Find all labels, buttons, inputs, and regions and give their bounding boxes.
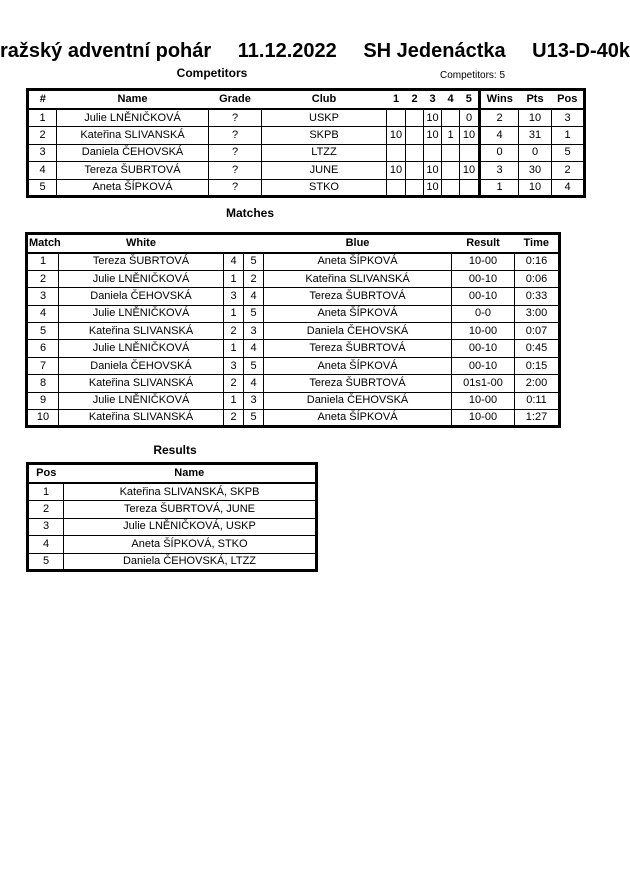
cell-result: 00-10 xyxy=(452,357,515,374)
cell-wn: 4 xyxy=(224,253,244,270)
cell-pos: 4 xyxy=(28,536,64,554)
cell-r4 xyxy=(442,144,460,162)
cell-bn: 4 xyxy=(244,288,264,305)
table-row xyxy=(28,109,585,127)
cell-r3: 10 xyxy=(424,179,442,197)
cell-blue: Tereza ŠUBRTOVÁ xyxy=(264,340,452,357)
matches-header-row xyxy=(27,234,560,254)
cell-time: 0:06 xyxy=(515,270,560,287)
col-time: Time xyxy=(515,234,560,254)
cell-wn: 1 xyxy=(224,392,244,409)
cell-white: Kateřina SLIVANSKÁ xyxy=(59,375,224,392)
competitors-count: Competitors: 5 xyxy=(440,70,506,81)
cell-bn: 5 xyxy=(244,410,264,427)
cell-r1 xyxy=(387,179,406,197)
cell-time: 0:16 xyxy=(515,253,560,270)
cell-blue: Kateřina SLIVANSKÁ xyxy=(264,270,452,287)
cell-wn: 2 xyxy=(224,375,244,392)
cell-pts: 30 xyxy=(519,162,552,180)
cell-pos: 2 xyxy=(552,162,585,180)
cell-bn: 3 xyxy=(244,323,264,340)
cell-club: LTZZ xyxy=(262,144,387,162)
col-name: Name xyxy=(57,90,209,110)
cell-bn: 4 xyxy=(244,375,264,392)
cell-num: 3 xyxy=(27,288,59,305)
cell-name: Kateřina SLIVANSKÁ xyxy=(57,127,209,145)
cell-pos: 5 xyxy=(28,553,64,571)
cell-r4 xyxy=(442,179,460,197)
table-row xyxy=(27,288,560,305)
cell-wn: 3 xyxy=(224,288,244,305)
title-venue: SH Jedenáctka xyxy=(363,40,506,62)
cell-num: 5 xyxy=(27,323,59,340)
cell-pos: 5 xyxy=(552,144,585,162)
cell-bn: 4 xyxy=(244,340,264,357)
cell-r2 xyxy=(406,179,424,197)
cell-r3: 10 xyxy=(424,127,442,145)
cell-num: 8 xyxy=(27,375,59,392)
cell-num: 10 xyxy=(27,410,59,427)
cell-wn: 1 xyxy=(224,305,244,322)
cell-white: Julie LNĚNIČKOVÁ xyxy=(59,392,224,409)
cell-pts: 10 xyxy=(519,179,552,197)
cell-pts: 31 xyxy=(519,127,552,145)
cell-r5: 0 xyxy=(460,109,480,127)
cell-club: USKP xyxy=(262,109,387,127)
col-opp4: 4 xyxy=(442,90,460,110)
col-opp5: 5 xyxy=(460,90,480,110)
cell-result: 01s1-00 xyxy=(452,375,515,392)
cell-blue: Daniela ČEHOVSKÁ xyxy=(264,323,452,340)
cell-grade: ? xyxy=(209,127,262,145)
cell-bn: 3 xyxy=(244,392,264,409)
cell-r2 xyxy=(406,162,424,180)
cell-name: Aneta ŠÍPKOVÁ xyxy=(57,179,209,197)
cell-grade: ? xyxy=(209,109,262,127)
competitors-header-row xyxy=(28,90,585,110)
matches-table xyxy=(25,232,561,428)
cell-blue: Aneta ŠÍPKOVÁ xyxy=(264,410,452,427)
table-row xyxy=(27,375,560,392)
cell-r2 xyxy=(406,127,424,145)
cell-name: Daniela ČEHOVSKÁ xyxy=(57,144,209,162)
cell-pts: 0 xyxy=(519,144,552,162)
cell-num: 6 xyxy=(27,340,59,357)
cell-white: Tereza ŠUBRTOVÁ xyxy=(59,253,224,270)
cell-club: JUNE xyxy=(262,162,387,180)
cell-r4 xyxy=(442,162,460,180)
cell-name: Kateřina SLIVANSKÁ, SKPB xyxy=(64,483,317,501)
cell-time: 0:33 xyxy=(515,288,560,305)
cell-r5: 10 xyxy=(460,127,480,145)
col-match: Match xyxy=(27,234,59,254)
cell-result: 10-00 xyxy=(452,323,515,340)
col-opp1: 1 xyxy=(387,90,406,110)
table-row xyxy=(27,357,560,374)
cell-name: Julie LNĚNIČKOVÁ xyxy=(57,109,209,127)
cell-pos: 3 xyxy=(552,109,585,127)
cell-name: Tereza ŠUBRTOVÁ xyxy=(57,162,209,180)
table-row xyxy=(28,536,317,554)
cell-r2 xyxy=(406,109,424,127)
cell-name: Aneta ŠÍPKOVÁ, STKO xyxy=(64,536,317,554)
cell-r1 xyxy=(387,144,406,162)
cell-num: 3 xyxy=(28,144,57,162)
cell-num: 2 xyxy=(27,270,59,287)
cell-blue: Aneta ŠÍPKOVÁ xyxy=(264,253,452,270)
matches-section-title: Matches xyxy=(225,206,275,220)
cell-result: 00-10 xyxy=(452,288,515,305)
cell-wins: 2 xyxy=(480,109,519,127)
cell-blue: Tereza ŠUBRTOVÁ xyxy=(264,288,452,305)
cell-num: 5 xyxy=(28,179,57,197)
cell-pos: 2 xyxy=(28,501,64,519)
cell-r5 xyxy=(460,179,480,197)
cell-result: 0-0 xyxy=(452,305,515,322)
col-result: Result xyxy=(452,234,515,254)
col-pos: Pos xyxy=(552,90,585,110)
cell-white: Julie LNĚNIČKOVÁ xyxy=(59,340,224,357)
cell-r5: 10 xyxy=(460,162,480,180)
cell-bn: 5 xyxy=(244,253,264,270)
cell-r4 xyxy=(442,109,460,127)
cell-r5 xyxy=(460,144,480,162)
cell-wins: 0 xyxy=(480,144,519,162)
cell-grade: ? xyxy=(209,144,262,162)
col-white-number xyxy=(224,234,244,254)
cell-time: 0:11 xyxy=(515,392,560,409)
cell-result: 10-00 xyxy=(452,410,515,427)
cell-r1: 10 xyxy=(387,127,406,145)
title-date: 11.12.2022 xyxy=(237,40,337,62)
cell-club: STKO xyxy=(262,179,387,197)
cell-r3 xyxy=(424,144,442,162)
cell-time: 2:00 xyxy=(515,375,560,392)
cell-wn: 1 xyxy=(224,340,244,357)
cell-num: 4 xyxy=(28,162,57,180)
cell-wn: 2 xyxy=(224,410,244,427)
col-blue-number xyxy=(244,234,264,254)
title-category: U13-D-40k xyxy=(532,40,630,62)
cell-name: Julie LNĚNIČKOVÁ, USKP xyxy=(64,518,317,536)
cell-num: 9 xyxy=(27,392,59,409)
cell-wins: 1 xyxy=(480,179,519,197)
table-row xyxy=(28,127,585,145)
table-row xyxy=(28,162,585,180)
cell-r2 xyxy=(406,144,424,162)
col-name: Name xyxy=(64,464,317,484)
cell-r1: 10 xyxy=(387,162,406,180)
cell-blue: Daniela ČEHOVSKÁ xyxy=(264,392,452,409)
table-row xyxy=(27,323,560,340)
cell-num: 7 xyxy=(27,357,59,374)
col-number: # xyxy=(28,90,57,110)
cell-grade: ? xyxy=(209,162,262,180)
competitors-table xyxy=(26,88,586,198)
col-white: White xyxy=(59,234,224,254)
table-row xyxy=(27,305,560,322)
cell-white: Julie LNĚNIČKOVÁ xyxy=(59,270,224,287)
col-pos: Pos xyxy=(28,464,64,484)
table-row xyxy=(28,483,317,501)
table-row xyxy=(28,179,585,197)
col-blue: Blue xyxy=(264,234,452,254)
cell-white: Julie LNĚNIČKOVÁ xyxy=(59,305,224,322)
col-pts: Pts xyxy=(519,90,552,110)
cell-wins: 3 xyxy=(480,162,519,180)
cell-pos: 4 xyxy=(552,179,585,197)
cell-result: 10-00 xyxy=(452,253,515,270)
cell-r1 xyxy=(387,109,406,127)
cell-name: Daniela ČEHOVSKÁ, LTZZ xyxy=(64,553,317,571)
col-opp3: 3 xyxy=(424,90,442,110)
cell-r4: 1 xyxy=(442,127,460,145)
col-club: Club xyxy=(262,90,387,110)
cell-name: Tereza ŠUBRTOVÁ, JUNE xyxy=(64,501,317,519)
cell-wn: 1 xyxy=(224,270,244,287)
cell-time: 0:07 xyxy=(515,323,560,340)
table-row xyxy=(28,518,317,536)
col-wins: Wins xyxy=(480,90,519,110)
cell-wn: 2 xyxy=(224,323,244,340)
col-opp2: 2 xyxy=(406,90,424,110)
cell-num: 1 xyxy=(28,109,57,127)
cell-num: 2 xyxy=(28,127,57,145)
cell-blue: Tereza ŠUBRTOVÁ xyxy=(264,375,452,392)
cell-result: 00-10 xyxy=(452,340,515,357)
cell-bn: 5 xyxy=(244,357,264,374)
table-row xyxy=(27,340,560,357)
cell-pos: 1 xyxy=(28,483,64,501)
cell-r3: 10 xyxy=(424,162,442,180)
results-section-title: Results xyxy=(153,443,197,457)
table-row xyxy=(28,501,317,519)
cell-time: 1:27 xyxy=(515,410,560,427)
cell-white: Kateřina SLIVANSKÁ xyxy=(59,410,224,427)
cell-r3: 10 xyxy=(424,109,442,127)
cell-pos: 1 xyxy=(552,127,585,145)
cell-num: 4 xyxy=(27,305,59,322)
cell-result: 00-10 xyxy=(452,270,515,287)
cell-white: Daniela ČEHOVSKÁ xyxy=(59,288,224,305)
results-header-row xyxy=(28,464,317,484)
competitors-section-title: Competitors xyxy=(176,66,248,80)
table-row xyxy=(27,410,560,427)
table-row xyxy=(27,392,560,409)
cell-blue: Aneta ŠÍPKOVÁ xyxy=(264,305,452,322)
cell-grade: ? xyxy=(209,179,262,197)
cell-club: SKPB xyxy=(262,127,387,145)
results-table xyxy=(26,462,318,572)
table-row xyxy=(27,253,560,270)
cell-pts: 10 xyxy=(519,109,552,127)
cell-pos: 3 xyxy=(28,518,64,536)
cell-white: Kateřina SLIVANSKÁ xyxy=(59,323,224,340)
cell-bn: 5 xyxy=(244,305,264,322)
table-row xyxy=(28,553,317,571)
table-row xyxy=(28,144,585,162)
cell-wn: 3 xyxy=(224,357,244,374)
cell-time: 0:45 xyxy=(515,340,560,357)
cell-time: 0:15 xyxy=(515,357,560,374)
cell-wins: 4 xyxy=(480,127,519,145)
cell-bn: 2 xyxy=(244,270,264,287)
table-row xyxy=(27,270,560,287)
cell-result: 10-00 xyxy=(452,392,515,409)
title-event-name: ražský adventní pohár xyxy=(0,40,212,62)
cell-white: Daniela ČEHOVSKÁ xyxy=(59,357,224,374)
cell-num: 1 xyxy=(27,253,59,270)
page-title xyxy=(0,40,630,63)
cell-time: 3:00 xyxy=(515,305,560,322)
col-grade: Grade xyxy=(209,90,262,110)
cell-blue: Aneta ŠÍPKOVÁ xyxy=(264,357,452,374)
